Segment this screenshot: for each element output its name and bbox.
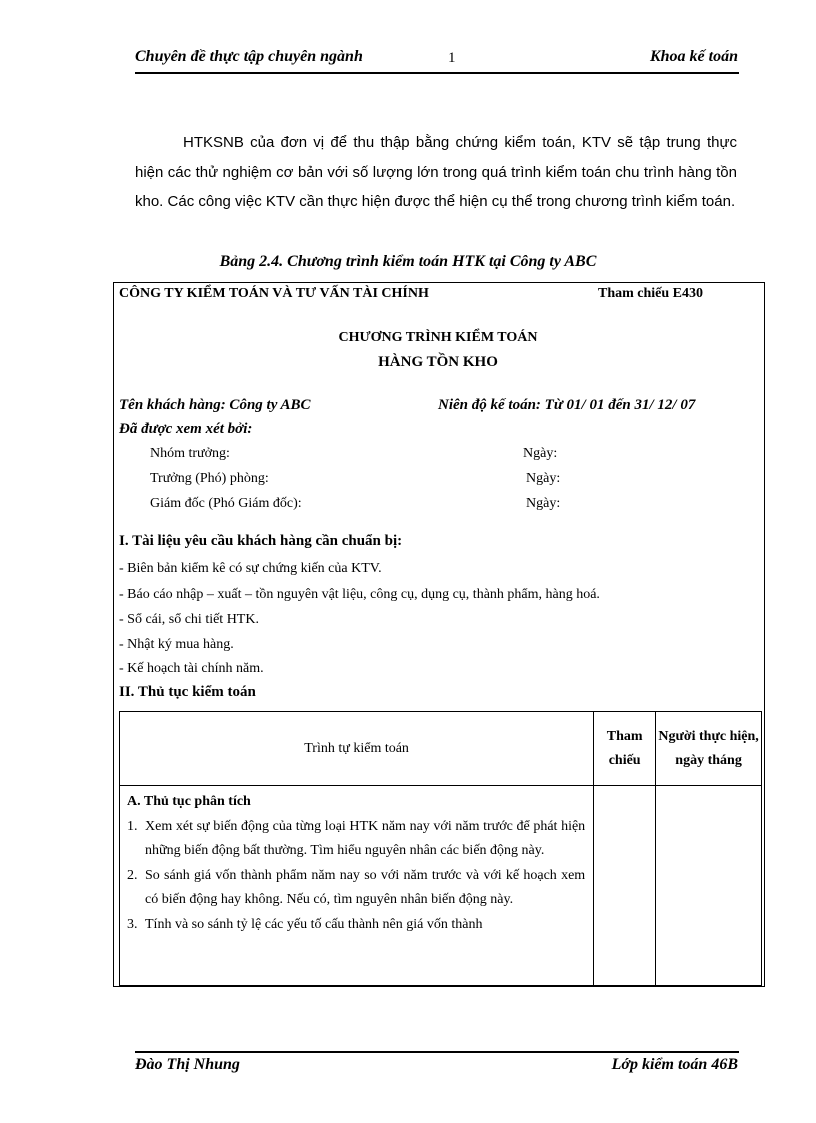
fiscal-period: Niên độ kế toán: Từ 01/ 01 đến 31/ 12/ 07	[438, 397, 696, 413]
section-procedures-title: II. Thủ tục kiểm toán	[119, 684, 256, 700]
procedure-cell	[120, 786, 594, 986]
company-name: CÔNG TY KIỂM TOÁN VÀ TƯ VẤN TÀI CHÍNH	[119, 286, 429, 301]
person-date-cell	[656, 786, 762, 986]
client-name: Tên khách hàng: Công ty ABC	[119, 397, 311, 413]
reference-code: Tham chiếu E430	[598, 286, 704, 301]
procedure-step	[127, 913, 585, 938]
section-documents-title: I. Tài liệu yêu cầu khách hàng cần chuẩn bị:	[119, 533, 403, 549]
reviewer-role: Giám đốc (Phó Giám đốc):	[150, 496, 302, 511]
document-item: - Báo cáo nhập – xuất – tồn nguyên vật liệu, công cụ, dụng cụ, thành phẩm, hàng hoá.	[119, 587, 600, 602]
step-text: Xem xét sự biến động của từng loại HTK năm nay với năm trước để phát hiện những biến động bất thường. Tìm hiểu nguyên nhân các biến động này.	[145, 818, 586, 858]
document-item: - Biên bản kiểm kê có sự chứng kiến của KTV.	[119, 561, 382, 576]
reviewer-date: Ngày:	[526, 471, 561, 486]
footer-divider	[135, 1051, 739, 1053]
reviewer-date: Ngày:	[523, 446, 558, 461]
footer-author: Đào Thị Nhung	[135, 1056, 240, 1073]
header-divider	[135, 72, 739, 74]
procedure-step	[127, 815, 585, 864]
intro-text: HTKSNB của đơn vị để thu thập bằng chứng kiểm toán, KTV sẽ tập trung thực hiện các thử nghiệm cơ bản với số lượng lớn trong quá trình kiểm toán chu trình hàng tồn kho. Các công việc KTV cần thực hiện được thể hiện cụ thể trong chương trình kiểm toán.	[135, 134, 737, 210]
intro-paragraph	[135, 128, 737, 217]
header-left-title: Chuyên đề thực tập chuyên ngành	[135, 48, 363, 65]
reviewer-date: Ngày:	[526, 496, 561, 511]
table-caption: Bảng 2.4. Chương trình kiểm toán HTK tại Công ty ABC	[219, 253, 597, 270]
procedures-table	[119, 711, 762, 986]
step-number: 1.	[127, 818, 138, 834]
document-item: - Sổ cái, sổ chi tiết HTK.	[119, 612, 259, 627]
step-text: So sánh giá vốn thành phẩm năm nay so với năm trước và với kế hoạch xem có biến động hay không. Nếu có, tìm nguyên nhân biến động này.	[145, 867, 586, 907]
reviewed-by-label: Đã được xem xét bởi:	[119, 421, 253, 437]
step-number: 2.	[127, 867, 138, 883]
column-header-procedure: Trình tự kiểm toán	[120, 712, 594, 786]
reference-cell	[594, 786, 656, 986]
procedure-step	[127, 864, 585, 913]
reviewer-role: Nhóm trưởng:	[150, 446, 230, 461]
table-header-row	[120, 712, 762, 786]
program-subject: HÀNG TỒN KHO	[378, 354, 498, 370]
column-header-person-date: Người thực hiện, ngày tháng	[656, 712, 762, 786]
column-header-reference: Tham chiếu	[594, 712, 656, 786]
group-a-title: A. Thủ tục phân tích	[127, 794, 251, 809]
page-number: 1	[448, 50, 456, 66]
reviewer-role: Trưởng (Phó) phòng:	[150, 471, 269, 486]
header-right-title: Khoa kế toán	[649, 48, 738, 65]
footer-class: Lớp kiểm toán 46B	[611, 1056, 738, 1073]
document-item: - Kế hoạch tài chính năm.	[119, 661, 264, 676]
program-title: CHƯƠNG TRÌNH KIỂM TOÁN	[338, 330, 538, 345]
table-row	[120, 786, 762, 986]
step-number: 3.	[127, 916, 138, 932]
document-item: - Nhật ký mua hàng.	[119, 637, 234, 652]
step-text: Tính và so sánh tỷ lệ các yếu tố cấu thành nên giá vốn thành	[145, 916, 483, 932]
